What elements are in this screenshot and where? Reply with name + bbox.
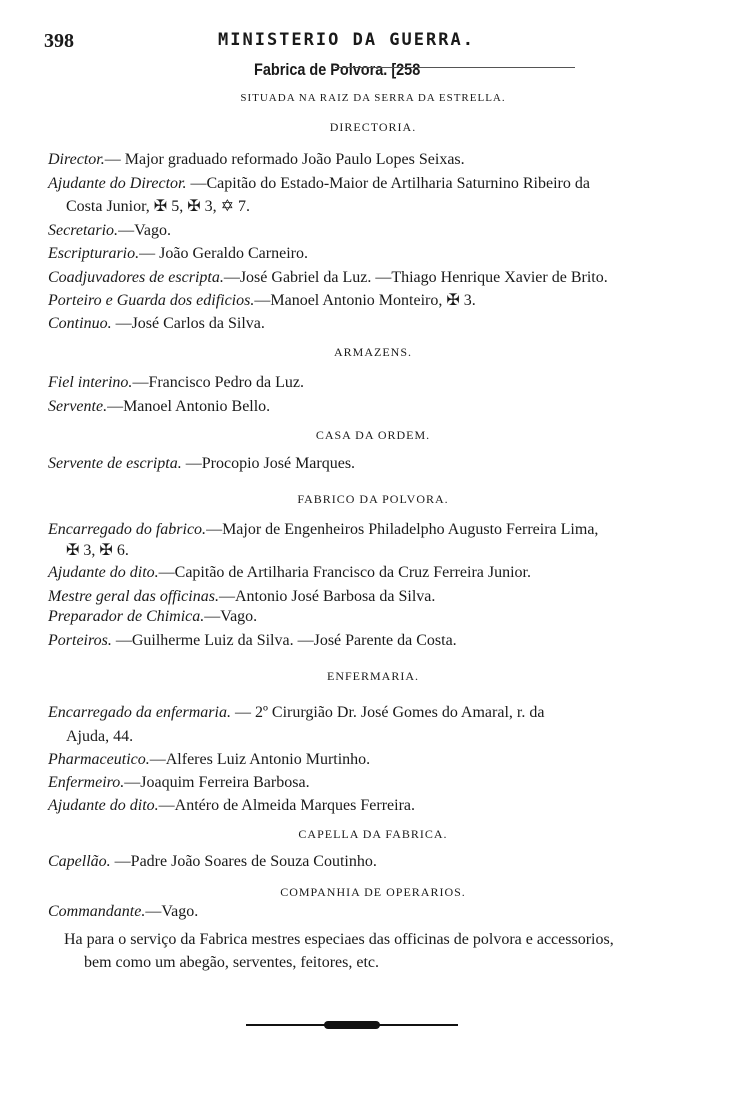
section-title: CASA DA ORDEM. (315, 428, 431, 442)
entry-label: Encarregado do fabrico. (48, 521, 207, 538)
entry-line (48, 397, 270, 417)
entry-text: —Vago. (145, 903, 199, 920)
section-title: FABRICO DA POLVORA. (297, 492, 449, 506)
entry-line (48, 373, 304, 393)
section-title: DIRECTORIA. (329, 120, 417, 134)
entry-text: —José Carlos da Silva. (111, 315, 265, 332)
entry-text: —Antéro de Almeida Marques Ferreira. (158, 797, 416, 814)
entry-line (48, 750, 370, 770)
entry-label: Porteiros. (48, 632, 112, 649)
entry-label: Continuo. (48, 315, 112, 332)
entry-line (48, 520, 598, 540)
entry-label: Encarregado da enfermaria. (48, 704, 231, 721)
entry-label: Capellão. (48, 853, 111, 870)
entry-line (48, 221, 171, 241)
entry-label: Preparador de Chimica. (48, 608, 205, 625)
entry-line (48, 454, 355, 474)
entry-label: Escripturario. (48, 245, 140, 262)
entry-line (48, 902, 198, 922)
entry-text: —José Gabriel da Luz. —Thiago Henrique Xavier de Brito. (223, 269, 608, 286)
subhead-rule (335, 67, 575, 68)
entry-label: Ajudante do dito. (48, 797, 159, 814)
entry-line (48, 703, 544, 723)
entry-label: Commandante. (48, 903, 146, 920)
entry-label: Servente. (48, 398, 108, 415)
entry-line (48, 314, 265, 334)
entry-continuation: Costa Junior, ✠ 5, ✠ 3, ✡ 7. (66, 198, 251, 215)
entry-label: Secretario. (48, 222, 119, 239)
entry-text: — João Geraldo Carneiro. (139, 245, 308, 262)
page-number: 398 (44, 30, 74, 52)
section-title: CAPELLA DA FABRICA. (298, 827, 448, 841)
note-line-2: bem como um abegão, serventes, feitores, etc. (84, 954, 379, 971)
entry-text: —Francisco Pedro da Luz. (132, 374, 304, 391)
entry-text: —Major de Engenheiros Philadelpho Augusto Ferreira Lima, (206, 521, 599, 538)
entry-text: —Guilherme Luiz da Silva. —José Parente da Costa. (111, 632, 457, 649)
entry-text: —Vago. (204, 608, 258, 625)
entry-line (48, 796, 415, 816)
ornament-divider (246, 1022, 458, 1028)
entry-text: —Manoel Antonio Bello. (107, 398, 271, 415)
entry-continuation: Ajuda, 44. (66, 728, 134, 745)
section-title: ENFERMARIA. (326, 669, 419, 683)
subhead: Fabrica de Polvora. [258 (254, 60, 421, 79)
entry-label: Coadjuvadores de escripta. (48, 269, 224, 286)
location-heading: SITUADA NA RAIZ DA SERRA DA ESTRELLA. (240, 92, 506, 104)
entry-line (48, 587, 435, 607)
entry-text: —Manoel Antonio Monteiro, ✠ 3. (254, 292, 476, 309)
entry-line (48, 773, 310, 793)
entry-line (48, 268, 608, 288)
entry-label: Mestre geral das officinas. (48, 588, 219, 605)
entry-line (48, 150, 465, 170)
entry-line (48, 563, 531, 583)
entry-text: — 2º Cirurgião Dr. José Gomes do Amaral, r. da (230, 704, 545, 721)
entry-line (48, 852, 377, 872)
section-title: ARMAZENS. (333, 345, 412, 359)
entry-label: Servente de escripta. (48, 455, 182, 472)
entry-label: Fiel interino. (48, 374, 133, 391)
entry-continuation: ✠ 3, ✠ 6. (66, 542, 129, 559)
entry-label: Director. (48, 151, 105, 168)
entry-label: Pharmaceutico. (48, 751, 150, 768)
running-head: MINISTERIO DA GUERRA. (218, 30, 475, 50)
entry-line (48, 631, 457, 651)
entry-label: Enfermeiro. (48, 774, 125, 791)
entry-line (48, 174, 590, 194)
entry-text: —Capitão do Estado-Maior de Artilharia Saturnino Ribeiro da (186, 175, 590, 192)
entry-text: —Vago. (118, 222, 171, 239)
entry-text: —Antonio José Barbosa da Silva. (218, 588, 436, 605)
section-title: COMPANHIA DE OPERARIOS. (280, 885, 466, 899)
entry-text: —Padre João Soares de Souza Coutinho. (110, 853, 377, 870)
entry-text: — Major graduado reformado João Paulo Lopes Seixas. (104, 151, 465, 168)
entry-line (48, 607, 257, 627)
entry-line (48, 291, 476, 311)
entry-text: —Alferes Luiz Antonio Murtinho. (149, 751, 371, 768)
entry-line (48, 244, 308, 264)
entry-label: Ajudante do Director. (48, 175, 187, 192)
entry-text: —Procopio José Marques. (181, 455, 356, 472)
entry-label: Ajudante do dito. (48, 564, 159, 581)
entry-label: Porteiro e Guarda dos edificios. (48, 292, 255, 309)
entry-text: —Joaquim Ferreira Barbosa. (124, 774, 310, 791)
note-line-1: Ha para o serviço da Fabrica mestres especiaes das officinas de polvora e accessorios, (64, 931, 614, 948)
entry-text: —Capitão de Artilharia Francisco da Cruz Ferreira Junior. (158, 564, 531, 581)
